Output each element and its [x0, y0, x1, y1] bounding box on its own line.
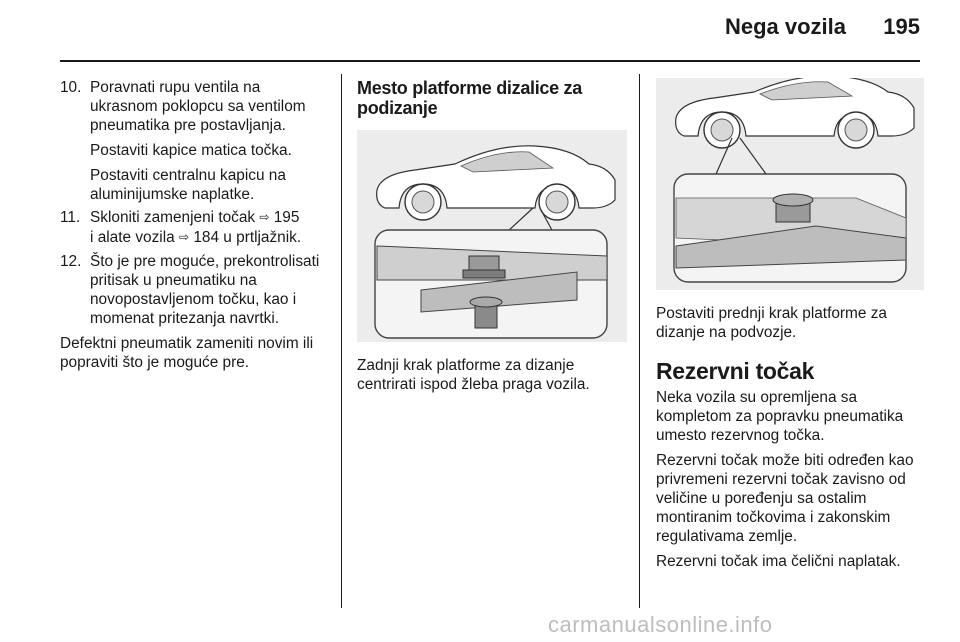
column-middle — [357, 78, 627, 400]
header-rule — [60, 60, 920, 62]
body-paragraph: Rezervni točak može biti određen kao privremeni rezervni točak zavisno od veličine u poređenju sa ostalim montiranim točkovima i zakonskim regulativama zemlje. — [656, 452, 914, 545]
page-number: 195 — [883, 14, 920, 39]
list-number: 10. — [60, 79, 82, 96]
figure-caption: Postaviti prednji krak platforme za dizanje na podvozje. — [656, 305, 887, 341]
column-right — [656, 78, 924, 577]
column-left — [60, 78, 332, 372]
list-item — [60, 252, 332, 328]
column-divider — [341, 74, 342, 608]
column-divider — [639, 74, 640, 608]
list-number: 12. — [60, 253, 82, 270]
body-paragraph: Defektni pneumatik zameniti novim ili popraviti što je moguće pre. — [60, 335, 314, 371]
section-heading: Rezervni točak — [656, 358, 815, 384]
list-paragraph: Poravnati rupu ventila na ukrasnom poklopcu sa ventilom pneumatika pre postavljanja. — [90, 79, 306, 134]
list-item — [60, 208, 332, 248]
rear-lift-point-illustration — [357, 130, 627, 342]
list-paragraph: Postaviti centralnu kapicu na aluminijumske naplatke. — [90, 167, 286, 203]
arrow-reference-icon: ⇨ — [259, 210, 270, 224]
list-paragraph: Što je pre moguće, prekontrolisati pritisak u pneumatiku na novopostavljenom točku, kao i momenat pritezanja navrtki. — [90, 253, 320, 327]
arrow-reference-icon: ⇨ — [178, 230, 190, 244]
body-paragraph: Rezervni točak ima čelični naplatak. — [656, 553, 901, 570]
watermark: carmanualsonline.info — [548, 612, 773, 637]
running-header-title: Nega vozila — [724, 14, 846, 39]
front-lift-point-illustration — [656, 78, 924, 290]
list-item — [60, 78, 332, 204]
figure-caption: Zadnji krak platforme za dizanje centrirati ispod žleba praga vozila. — [357, 357, 590, 393]
list-paragraph: Skloniti zamenjeni točak ⇨ 195 i alate vozila ⇨ 184 u prtljažnik. — [90, 209, 302, 246]
section-heading: Mesto platforme dizalice za podizanje — [357, 78, 582, 118]
list-number: 11. — [60, 209, 81, 226]
list-paragraph: Postaviti kapice matica točka. — [90, 142, 292, 159]
body-paragraph: Neka vozila su opremljena sa kompletom za popravku pneumatika umesto rezervnog točka. — [656, 389, 904, 444]
